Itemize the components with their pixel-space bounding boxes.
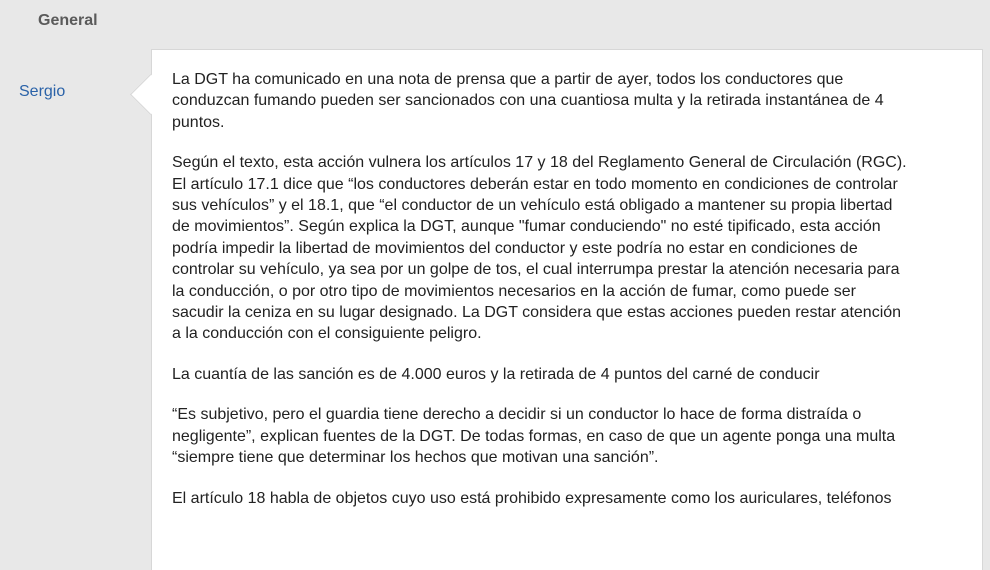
message-paragraph: El artículo 18 habla de objetos cuyo uso está prohibido expresamente como los auriculares, teléfonos: [172, 489, 892, 507]
section-title: General: [38, 12, 98, 29]
message-paragraph: “Es subjetivo, pero el guardia tiene derecho a decidir si un conductor lo hace de forma distraída o negligente”, explican fuentes de la DGT. De todas formas, en caso de que un agente ponga una multa “siempre tiene que determinar los hechos que motivan una sanción”.: [172, 406, 896, 467]
section-header: [0, 0, 990, 40]
message-paragraph: Según el texto, esta acción vulnera los artículos 17 y 18 del Reglamento General de Circulación (RGC). El artículo 17.1 dice que “los conductores deberán estar en todo momento en condiciones de controlar sus vehículos” y el 18.1, que “el conductor de un vehículo está obligado a mantener su propia libertad de movimientos”. Según explica la DGT, aunque "fumar conduciendo" no esté tipificado, esta acción podría impedir la libertad de movimientos del conductor y este podría no estar en condiciones de controlar su vehículo, ya sea por un golpe de tos, el cual interrumpa prestar la atención necesaria para la conducción, o por otro tipo de movimientos necesarios en la acción de fumar, como puede ser sacudir la ceniza en su lugar designado. La DGT considera que estas acciones pueden restar atención a la conducción con el consiguiente peligro.: [172, 154, 907, 343]
bubble-arrow-cover: [152, 70, 174, 120]
message-paragraph: La DGT ha comunicado en una nota de prensa que a partir de ayer, todos los conductores que conduzcan fumando pueden ser sancionados con una cuantiosa multa y la retirada instantánea de 4 puntos.: [172, 71, 884, 131]
message-paragraph: La cuantía de las sanción es de 4.000 euros y la retirada de 4 puntos del carné de conducir: [172, 365, 820, 383]
post-message-body: [172, 69, 972, 528]
post-author-link[interactable]: Sergio: [19, 83, 66, 100]
